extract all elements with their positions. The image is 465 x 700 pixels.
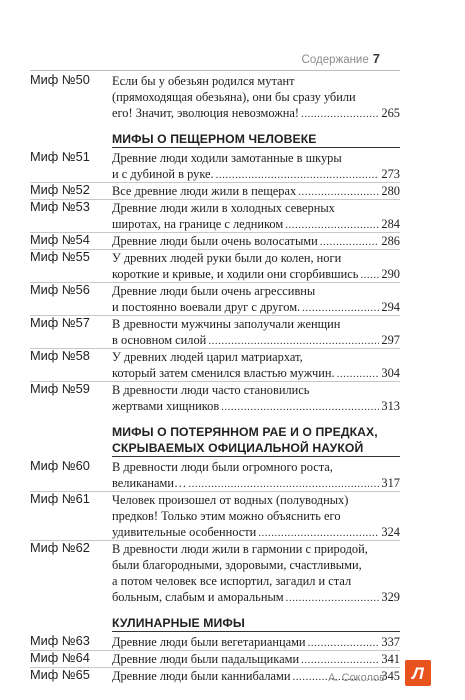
entry-title-text: Древние люди были очень агрессивны [112, 284, 316, 298]
entry-page-number: 273 [381, 167, 400, 181]
entry-title-text: короткие и кривые, и ходили они сгорбившись [112, 267, 359, 281]
myth-number: Миф №59 [30, 381, 90, 396]
running-header-title: Содержание [301, 54, 369, 66]
entry-title-text: который затем сменился властью мужчин. [112, 366, 335, 380]
entry-line [112, 183, 400, 199]
entry-line [112, 589, 400, 605]
toc-entry[interactable] [30, 282, 400, 315]
dot-leader [298, 184, 379, 199]
myth-number: Миф №62 [30, 540, 90, 555]
myth-number: Миф №63 [30, 633, 90, 648]
myth-number: Миф №58 [30, 348, 90, 363]
entry-page-number: 265 [381, 106, 400, 120]
entry-line [112, 508, 400, 524]
entry-page-number: 324 [381, 525, 400, 539]
toc-entry[interactable] [30, 315, 400, 348]
entry-title-text: и с дубиной в руке. [112, 167, 214, 181]
myth-number: Миф №64 [30, 650, 90, 665]
entry-page-number: 313 [381, 399, 400, 413]
myth-number: Миф №54 [30, 232, 90, 247]
entry-title-text: его! Значит, эволюция невозможна! [112, 106, 300, 120]
entry-line [112, 557, 400, 573]
entry-line [112, 634, 400, 650]
myth-number: Миф №56 [30, 282, 90, 297]
entry-title-text: великанами… [112, 476, 187, 490]
entry-title-text: Все древние люди жили в пещерах [112, 184, 297, 198]
entry-line [112, 524, 400, 540]
entry-line [112, 233, 400, 249]
dot-leader [308, 635, 380, 650]
entry-line [112, 105, 400, 121]
entry-line [112, 89, 400, 105]
dot-leader [188, 476, 379, 491]
entry-page-number: 304 [381, 366, 400, 380]
entry-title-text: (прямоходящая обезьяна), они бы сразу убили [112, 90, 356, 104]
dot-leader [285, 217, 379, 232]
dot-leader [337, 366, 380, 381]
entry-line [112, 651, 400, 667]
entry-line [112, 349, 400, 365]
section-heading-line: МИФЫ О ПЕЩЕРНОМ ЧЕЛОВЕКЕ [112, 131, 400, 148]
entry-page-number: 297 [381, 333, 400, 347]
entry-title-text: У древних людей царил матриархат, [112, 350, 303, 364]
myth-number: Миф №57 [30, 315, 90, 330]
dot-leader [208, 333, 379, 348]
toc-entry[interactable] [30, 72, 400, 121]
toc-entry[interactable] [30, 650, 400, 667]
toc-entry[interactable] [30, 458, 400, 491]
running-header [30, 51, 380, 69]
entry-line [112, 283, 400, 299]
section-heading-line: МИФЫ О ПОТЕРЯННОМ РАЕ И О ПРЕДКАХ, [112, 425, 378, 439]
entry-page-number: 345 [381, 669, 400, 683]
dot-leader [360, 267, 379, 282]
entry-title-text: Если бы у обезьян родился мутант [112, 74, 295, 88]
entry-title-text: жертвами хищников [112, 399, 220, 413]
section-heading [30, 424, 400, 457]
entry-line [112, 166, 400, 182]
myth-number: Миф №60 [30, 458, 90, 473]
entry-line [112, 216, 400, 232]
entry-page-number: 290 [381, 267, 400, 281]
entry-title-text: были благородными, здоровыми, счастливыми, [112, 558, 362, 572]
entry-title-text: Древние люди ходили замотанные в шкуры [112, 151, 342, 165]
toc-entry[interactable] [30, 149, 400, 182]
entry-title-text: в основном силой [112, 333, 207, 347]
toc-entry[interactable] [30, 491, 400, 540]
entry-title-text: и постоянно воевали друг с другом. [112, 300, 301, 314]
entry-line [112, 541, 400, 557]
entry-title-text: В древности мужчины заполучали женщин [112, 317, 341, 331]
dot-leader [216, 167, 380, 182]
entry-title-text: Древние люди жили в холодных северных [112, 201, 335, 215]
entry-line [112, 573, 400, 589]
entry-page-number: 284 [381, 217, 400, 231]
entry-title-text: Древние люди были каннибалами [112, 669, 291, 683]
entry-title-text: больным, слабым и аморальным [112, 590, 284, 604]
entry-page-number: 280 [381, 184, 400, 198]
myth-number: Миф №51 [30, 149, 90, 164]
toc-entry[interactable] [30, 249, 400, 282]
entry-line [112, 459, 400, 475]
toc-entry[interactable] [30, 232, 400, 249]
entry-title-text: Древние люди были падальщиками [112, 652, 300, 666]
toc-entry[interactable] [30, 633, 400, 650]
entry-line [112, 365, 400, 381]
myth-number: Миф №61 [30, 491, 90, 506]
section-heading [30, 615, 400, 632]
entry-page-number: 337 [381, 635, 400, 649]
section-heading-line: СКРЫВАЕМЫХ ОФИЦИАЛЬНОЙ НАУКОЙ [112, 440, 400, 457]
entry-title-text: Древние люди были очень волосатыми [112, 234, 318, 248]
entry-title-text: В древности люди часто становились [112, 383, 310, 397]
toc-entry[interactable] [30, 540, 400, 605]
toc-entry[interactable] [30, 348, 400, 381]
publisher-logo-icon: Л [405, 660, 431, 686]
entry-page-number: 286 [381, 234, 400, 248]
entry-line [112, 332, 400, 348]
entry-line [112, 200, 400, 216]
entry-line [112, 250, 400, 266]
myth-number: Миф №52 [30, 182, 90, 197]
entry-line [112, 266, 400, 282]
entry-line [112, 299, 400, 315]
entry-title-text: Древние люди были вегетарианцами [112, 635, 306, 649]
entry-line [112, 398, 400, 414]
table-of-contents [30, 72, 400, 684]
entry-page-number: 317 [381, 476, 400, 490]
dot-leader [301, 106, 379, 121]
toc-entry[interactable] [30, 182, 400, 199]
entry-line [112, 492, 400, 508]
entry-title-text: а потом человек все испортил, загадил и стал [112, 574, 352, 588]
entry-page-number: 329 [381, 590, 400, 604]
footer-author: А. Соколов [328, 672, 385, 684]
section-heading-line: КУЛИНАРНЫЕ МИФЫ [112, 615, 400, 632]
myth-number: Миф №65 [30, 667, 90, 682]
myth-number: Миф №55 [30, 249, 90, 264]
entry-title-text: В древности люди жили в гармонии с природой, [112, 542, 368, 556]
dot-leader [320, 234, 380, 249]
entry-page-number: 341 [381, 652, 400, 666]
myth-number: Миф №53 [30, 199, 90, 214]
dot-leader [286, 590, 380, 605]
entry-title-text: Человек произошел от водных (полуводных) [112, 493, 349, 507]
entry-line [112, 316, 400, 332]
entry-line [112, 150, 400, 166]
section-heading [30, 131, 400, 148]
dot-leader [221, 399, 379, 414]
toc-entry[interactable] [30, 199, 400, 232]
entry-line [112, 382, 400, 398]
myth-number: Миф №50 [30, 72, 90, 87]
entry-line [112, 475, 400, 491]
dot-leader [301, 652, 379, 667]
entry-title-text: В древности люди были огромного роста, [112, 460, 333, 474]
entry-title-text: широтах, на границе с ледником [112, 217, 284, 231]
entry-title-text: удивительные особенности [112, 525, 257, 539]
entry-title-text: предков! Только этим можно объяснить его [112, 509, 341, 523]
page-number: 7 [372, 51, 380, 66]
dot-leader [258, 525, 379, 540]
toc-entry[interactable] [30, 381, 400, 414]
entry-page-number: 294 [381, 300, 400, 314]
entry-line [112, 73, 400, 89]
header-divider [30, 70, 400, 71]
dot-leader [302, 300, 379, 315]
entry-title-text: У древних людей руки были до колен, ноги [112, 251, 342, 265]
